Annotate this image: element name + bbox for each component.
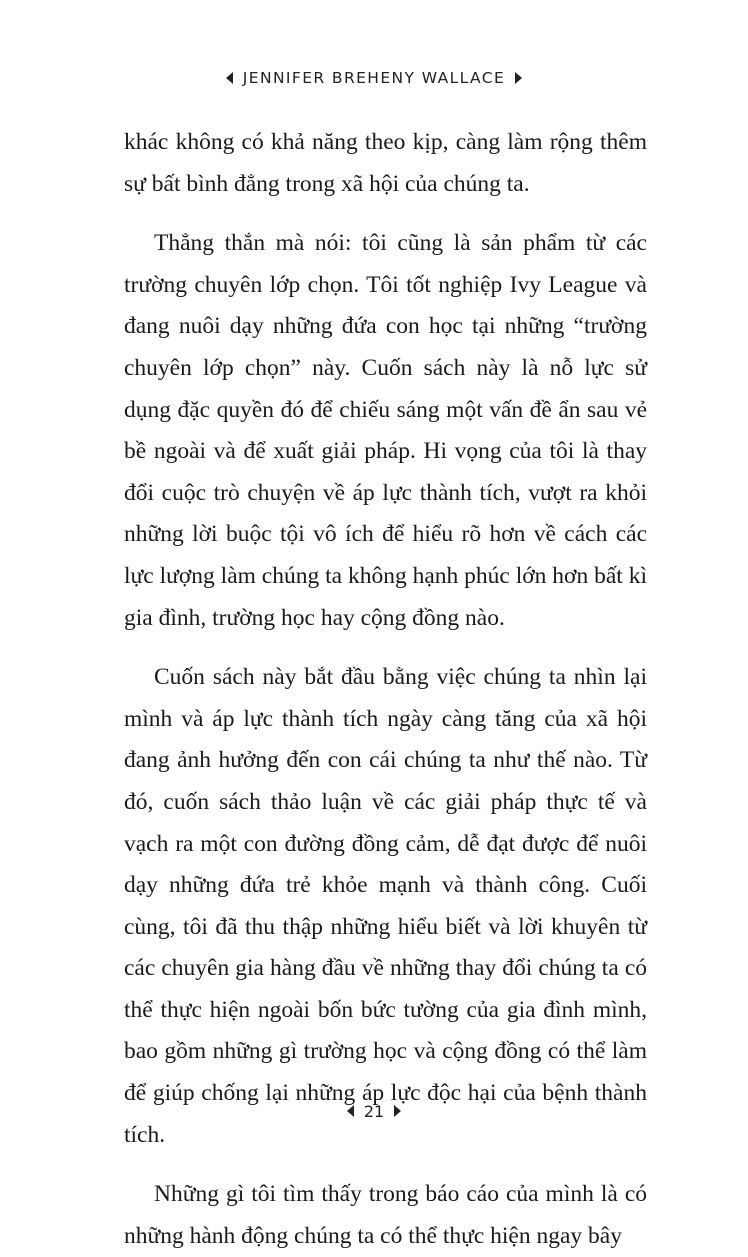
triangle-left-icon: [347, 1105, 354, 1117]
paragraph: Những gì tôi tìm thấy trong báo cáo của mình là có những hành động chúng ta có thể thực hiện ngay bây: [124, 1181, 647, 1249]
page-number: 21: [363, 1101, 385, 1121]
triangle-right-icon: [394, 1105, 401, 1117]
paragraph-continued: khác không có khả năng theo kịp, càng làm rộng thêm sự bất bình đẳng trong xã hội của chúng ta.: [124, 129, 647, 197]
page-body: [124, 122, 647, 1257]
triangle-left-icon: [226, 72, 233, 84]
page-footer: [0, 1096, 748, 1126]
running-header: [0, 62, 748, 94]
running-title: JENNIFER BREHENY WALLACE: [242, 69, 506, 87]
paragraph: Cuốn sách này bắt đầu bằng việc chúng ta nhìn lại mình và áp lực thành tích ngày càng tăng của xã hội đang ảnh hưởng đến con cái chúng ta như thế nào. Từ đó, cuốn sách thảo luận về các giải pháp thực tế và vạch ra một con đường đồng cảm, dễ đạt được để nuôi dạy những đứa trẻ khỏe mạnh và thành công. Cuối cùng, tôi đã thu thập những hiểu biết và lời khuyên từ các chuyên gia hàng đầu về những thay đổi chúng ta có thể thực hiện ngoài bốn bức tường của gia đình mình, bao gồm những gì trường học và cộng đồng có thể làm để giúp chống lại những áp lực độc hại của bệnh thành tích.: [124, 664, 647, 1148]
triangle-right-icon: [515, 72, 522, 84]
paragraph: Thẳng thắn mà nói: tôi cũng là sản phẩm từ các trường chuyên lớp chọn. Tôi tốt nghiệp Ivy League và đang nuôi dạy những đứa con học tại những “trường chuyên lớp chọn” này. Cuốn sách này là nỗ lực sử dụng đặc quyền đó để chiếu sáng một vấn đề ẩn sau vẻ bề ngoài và để xuất giải pháp. Hi vọng của tôi là thay đổi cuộc trò chuyện về áp lực thành tích, vượt ra khỏi những lời buộc tội vô ích để hiểu rõ hơn về cách các lực lượng làm chúng ta không hạnh phúc lớn hơn bất kì gia đình, trường học hay cộng đồng nào.: [124, 230, 647, 631]
